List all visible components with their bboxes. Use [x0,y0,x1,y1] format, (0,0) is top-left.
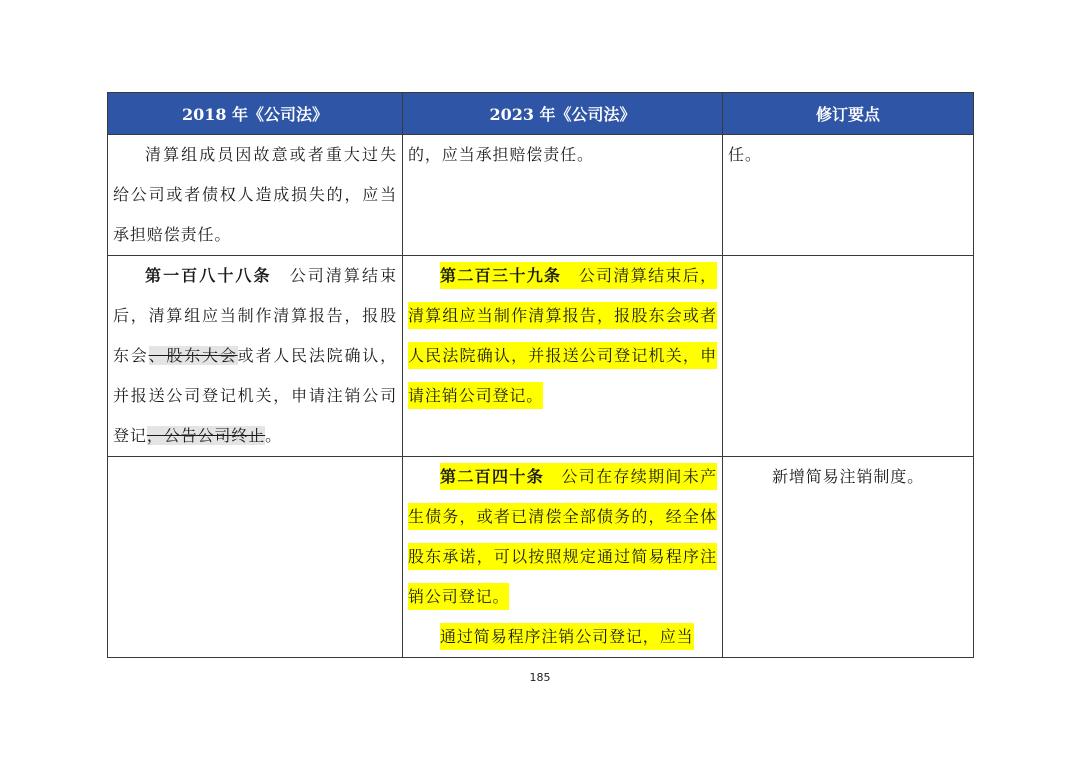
new-law-text: 公司在存续期间未产生债务，或者已清偿全部债务的，经全体股东承诺，可以按照规定通过简易程序注销公司登记。 [408,467,717,606]
cell-revision-note [723,135,974,256]
old-article-number: 第一百八十八条 [145,266,272,285]
highlighted-text [408,262,717,409]
cell-2023-text [403,457,723,658]
law-comparison-table [107,92,974,658]
revision-note: 任。 [728,145,762,164]
table-row [108,457,974,658]
revision-note: 新增简易注销制度。 [771,467,925,486]
cell-revision-note [723,256,974,457]
cell-revision-note [723,457,974,658]
old-law-paragraph [113,256,397,456]
new-law-paragraph [408,617,717,657]
new-article-number: 第二百三十九条 [440,266,562,285]
new-law-text: 公司清算结束后，清算组应当制作清算报告，报股东会或者人民法院确认，并报送公司登记机关，申请注销公司登记。 [408,266,717,405]
old-law-text: 。 [265,426,283,445]
new-law-paragraph [408,457,717,617]
deleted-text: 、股东大会 [148,346,238,365]
old-law-text: 清算组成员因故意或者重大过失给公司或者债权人造成损失的，应当承担赔偿责任。 [113,145,397,244]
table-header-row [108,93,974,135]
cell-2018-text [108,135,403,256]
cell-2023-text [403,256,723,457]
new-law-paragraph [408,256,717,416]
highlighted-text: 通过简易程序注销公司登记，应当 [440,623,694,650]
old-law-text: 公司清算结束后，清算组应当制作清算报告，报股东会 [113,266,398,365]
old-law-text: 或者人民法院确认，并报送公司登记机关，申请注销公司登记 [113,346,397,445]
table-row [108,256,974,457]
cell-2023-text [403,135,723,256]
header-revision-points: 修订要点 [723,93,974,135]
page-number: 185 [529,671,551,684]
cell-2018-text [108,256,403,457]
highlighted-text [408,463,717,610]
cell-2018-text [108,457,403,658]
new-law-text: 的，应当承担赔偿责任。 [408,145,594,164]
deleted-text: ，公告公司终止 [146,426,266,445]
new-article-number: 第二百四十条 [440,467,545,486]
header-2018-law: 2018 年《公司法》 [108,93,403,135]
header-2023-law: 2023 年《公司法》 [403,93,723,135]
table-row [108,135,974,256]
